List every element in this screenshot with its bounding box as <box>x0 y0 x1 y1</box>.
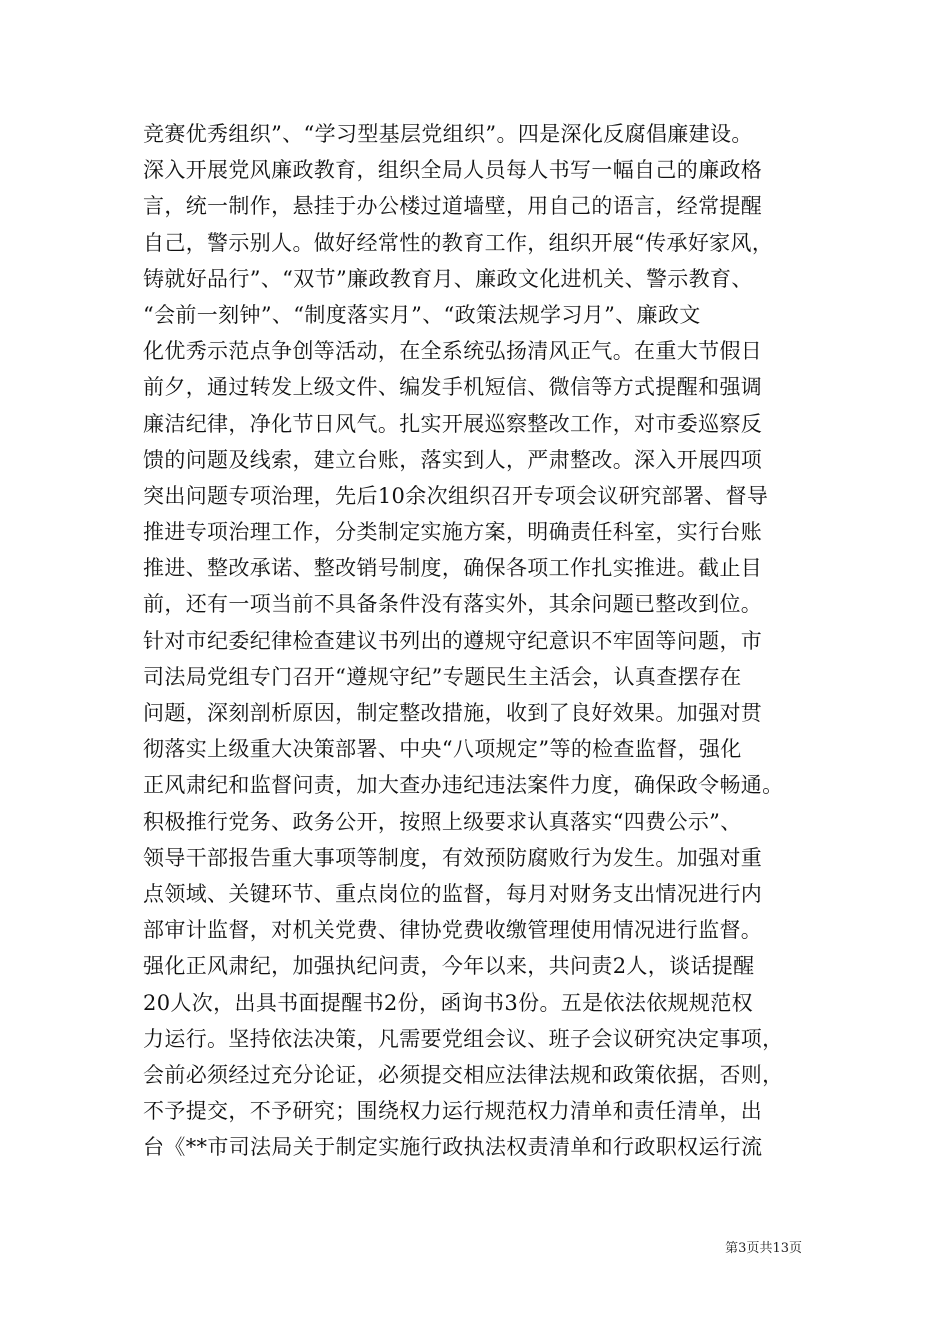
text-line: 自己，警示别人。做好经常性的教育工作，组织开展“传承好家风， <box>143 230 774 255</box>
text-line: 推进、整改承诺、整改销号制度，确保各项工作扎实推进。截止目 <box>143 556 763 581</box>
text-line: 推进专项治理工作，分类制定实施方案，明确责任科室，实行台账 <box>143 520 763 545</box>
text-line: 突出问题专项治理，先后10余次组织召开专项会议研究部署、督导 <box>143 483 769 508</box>
text-line: 不予提交，不予研究；围绕权力运行规范权力清单和责任清单，出 <box>143 1099 763 1124</box>
text-line: 司法局党组专门召开“遵规守纪”专题民生主活会，认真查摆存在 <box>143 664 742 689</box>
text-line: 竞赛优秀组织”、“学习型基层党组织”。四是深化反腐倡廉建设。 <box>143 122 753 146</box>
page-number: 第3页共13页 <box>725 1241 802 1256</box>
text-line: 廉洁纪律，净化节日风气。扎实开展巡察整改工作，对市委巡察反 <box>143 411 763 436</box>
text-line: 20人次，出具书面提醒书2份，函询书3份。五是依法依规规范权 <box>143 990 753 1015</box>
text-line: “会前一刻钟”、“制度落实月”、“政策法规学习月”、廉政文 <box>143 302 701 327</box>
body-text <box>143 116 833 1165</box>
text-line: 台《**市司法局关于制定实施行政执法权责清单和行政职权运行流 <box>143 1135 763 1160</box>
text-line: 化优秀示范点争创等活动，在全系统弘扬清风正气。在重大节假日 <box>143 339 763 364</box>
text-line: 针对市纪委纪律检查建议书列出的遵规守纪意识不牢固等问题，市 <box>143 628 763 653</box>
text-line: 会前必须经过充分论证，必须提交相应法律法规和政策依据，否则， <box>143 1062 784 1087</box>
text-line: 馈的问题及线索，建立台账，落实到人，严肃整改。深入开展四项 <box>143 447 763 472</box>
text-line: 言，统一制作，悬挂于办公楼过道墙壁，用自己的语言，经常提醒 <box>143 194 763 219</box>
text-line: 积极推行党务、政务公开，按照上级要求认真落实“四费公示”、 <box>143 809 742 834</box>
text-line: 部审计监督，对机关党费、律协党费收缴管理使用情况进行监督。 <box>143 918 763 943</box>
text-line: 问题，深刻剖析原因，制定整改措施，收到了良好效果。加强对贯 <box>143 701 763 725</box>
text-line: 深入开展党风廉政教育，组织全局人员每人书写一幅自己的廉政格 <box>143 158 763 183</box>
text-line: 前，还有一项当前不具备条件没有落实外，其余问题已整改到位。 <box>143 592 763 617</box>
text-line: 力运行。坚持依法决策，凡需要党组会议、班子会议研究决定事项， <box>143 1026 784 1051</box>
text-line: 铸就好品行”、“双节”廉政教育月、廉政文化进机关、警示教育、 <box>143 266 753 291</box>
text-line: 彻落实上级重大决策部署、中央“八项规定”等的检查监督，强化 <box>143 737 742 762</box>
text-line: 前夕，通过转发上级文件、编发手机短信、微信等方式提醒和强调 <box>143 375 763 400</box>
text-line: 强化正风肃纪，加强执纪问责，今年以来，共问责2人，谈话提醒 <box>143 954 755 979</box>
text-line: 点领域、关键环节、重点岗位的监督，每月对财务支出情况进行内 <box>143 881 763 906</box>
text-line: 正风肃纪和监督问责，加大查办违纪违法案件力度，确保政令畅通。 <box>143 773 784 798</box>
text-line: 领导干部报告重大事项等制度，有效预防腐败行为发生。加强对重 <box>143 845 763 870</box>
